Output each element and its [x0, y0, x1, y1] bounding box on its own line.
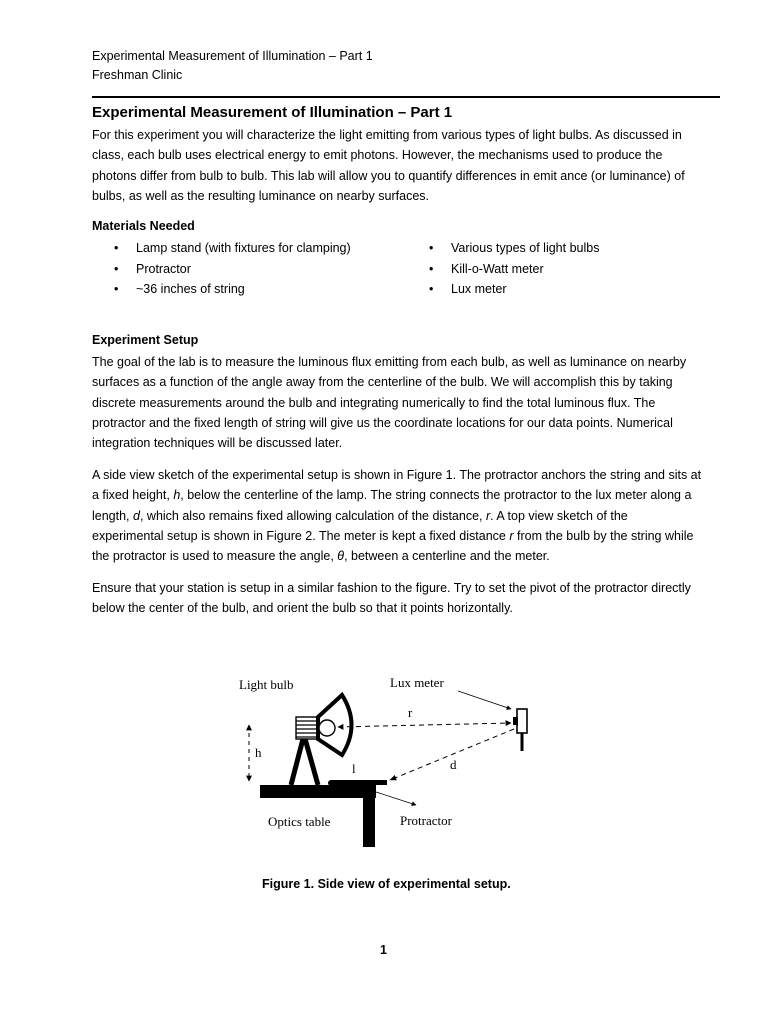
materials-list-left	[114, 238, 351, 300]
label-lux-meter: Lux meter	[390, 675, 444, 690]
lamp-stand	[291, 735, 318, 785]
setup-paragraph-1: The goal of the lab is to measure the luminous flux emitting from each bulb, as well as luminance on nearby surfaces as a function of the angle away from the centerline of the bulb. We will accomplish this by taking discrete measurements around the bulb and integrating numerically to find the total luminous flux. The protractor and the fixed length of string will give us the coordinate locations for our data points. Numerical integration techniques will be discussed later.	[92, 355, 687, 451]
label-l: l	[352, 761, 356, 776]
optics-table-top	[260, 785, 376, 798]
lux-meter-leader	[458, 691, 511, 709]
list-item: • Lux meter	[429, 279, 599, 300]
running-header	[92, 47, 373, 85]
label-h: h	[255, 745, 262, 760]
label-light-bulb: Light bulb	[239, 677, 294, 692]
height-dimension	[249, 725, 262, 781]
lux-meter	[513, 709, 527, 751]
bullet: •	[114, 282, 119, 296]
figure-caption: Figure 1. Side view of experimental setup.	[262, 877, 511, 891]
list-item: • ~36 inches of string	[114, 279, 351, 300]
header-title: Experimental Measurement of Illumination – Part 1	[92, 49, 373, 63]
setup-paragraph-2: A side view sketch of the experimental setup is shown in Figure 1. The protractor anchors the string and sits at a fixed height, h, below the centerline of the lamp. The string connects the protractor to the lux meter along a length, d, which also remains fixed allowing calculation of the distance, r. A top view sketch of the experimental setup is shown in Figure 2. The meter is kept a fixed distance r from the bulb by the string while the protractor is used to measure the angle, θ, between a centerline and the meter.	[92, 468, 702, 564]
bullet: •	[429, 282, 434, 296]
string-d-line	[390, 729, 514, 780]
setup-heading: Experiment Setup	[92, 333, 199, 347]
label-d: d	[450, 757, 457, 772]
materials-heading: Materials Needed	[92, 219, 195, 233]
intro-paragraph: For this experiment you will characterize the light emitting from various types of light bulbs. As discussed in class, each bulb uses electrical energy to emit photons. However, the mechanisms used to produce the photons differ from bulb to bulb. This lab will allow you to quantify differences in emit ance (or luminance) of bulbs, as well as the resulting luminance on nearby surfaces.	[92, 128, 685, 203]
label-optics-table: Optics table	[268, 814, 331, 829]
lamp-head	[296, 695, 352, 755]
page-title: Experimental Measurement of Illumination – Part 1	[92, 104, 453, 121]
list-item: • Kill-o-Watt meter	[429, 259, 599, 280]
bullet: •	[429, 261, 434, 276]
bullet: •	[114, 241, 119, 255]
protractor-leader	[376, 792, 416, 805]
list-item: • Various types of light bulbs	[429, 238, 599, 259]
materials-list-right	[429, 238, 599, 300]
distance-r-line	[338, 723, 511, 727]
label-r: r	[408, 705, 413, 720]
page-number: 1	[380, 943, 387, 957]
optics-table-leg	[363, 785, 375, 847]
bullet: •	[429, 241, 434, 255]
list-item: • Protractor	[114, 259, 351, 280]
figure-1-diagram	[228, 665, 548, 855]
header-course: Freshman Clinic	[92, 68, 183, 82]
header-rule	[92, 96, 720, 98]
bullet: •	[114, 261, 119, 276]
list-item: • Lamp stand (with fixtures for clamping)	[114, 238, 351, 259]
setup-paragraph-3: Ensure that your station is setup in a similar fashion to the figure. Try to set the pivot of the protractor directly below the center of the bulb, and orient the bulb so that it points horizontally.	[92, 581, 691, 616]
label-protractor: Protractor	[400, 813, 452, 828]
